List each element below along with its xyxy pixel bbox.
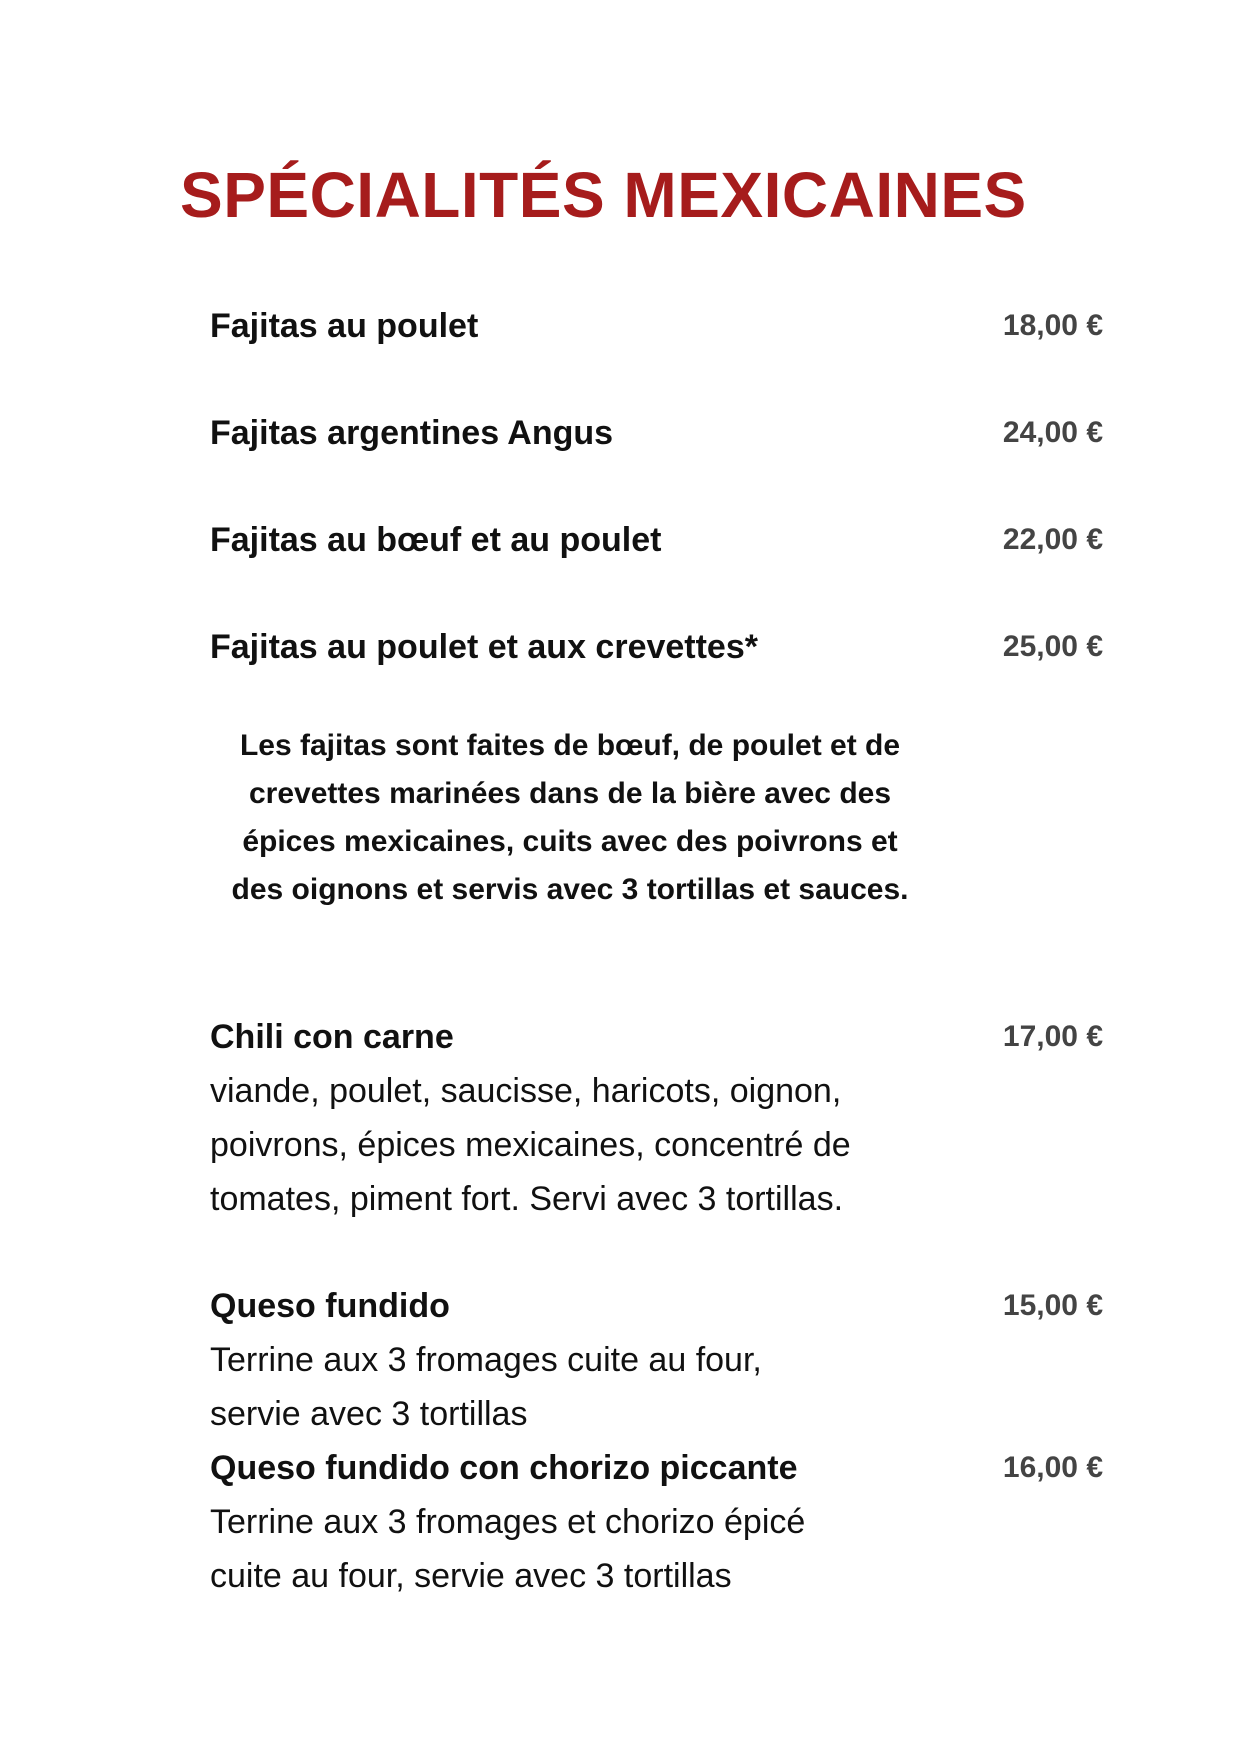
menu-item-name: Fajitas au poulet bbox=[210, 307, 479, 345]
description-line: tomates, piment fort. Servi avec 3 tortillas. bbox=[210, 1180, 844, 1218]
menu-item-price: 25,00 € bbox=[1002, 630, 1103, 663]
fajitas-note bbox=[200, 722, 940, 914]
description-line: Terrine aux 3 fromages et chorizo épicé bbox=[210, 1503, 806, 1541]
menu-item-name: Queso fundido con chorizo piccante bbox=[210, 1449, 798, 1487]
fajitas-note-line: crevettes marinées dans de la bière avec des bbox=[248, 777, 892, 810]
fajitas-note-line: épices mexicaines, cuits avec des poivrons et bbox=[242, 825, 898, 858]
menu-item-price: 24,00 € bbox=[1002, 416, 1103, 449]
menu-title: SPÉCIALITÉS MEXICAINES bbox=[180, 159, 1027, 231]
menu-item-name: Fajitas au poulet et aux crevettes* bbox=[210, 628, 758, 666]
menu-item-name: Fajitas au bœuf et au poulet bbox=[210, 521, 662, 559]
menu-item-name: Queso fundido bbox=[210, 1287, 450, 1325]
menu-item-name: Chili con carne bbox=[210, 1018, 454, 1056]
menu-item-price: 16,00 € bbox=[1002, 1451, 1103, 1484]
description-line: cuite au four, servie avec 3 tortillas bbox=[210, 1557, 732, 1595]
menu-item-price: 17,00 € bbox=[1002, 1020, 1103, 1053]
description-line: poivrons, épices mexicaines, concentré de bbox=[210, 1126, 851, 1164]
fajitas-note-line: des oignons et servis avec 3 tortillas et sauces. bbox=[231, 873, 909, 906]
description-line: Terrine aux 3 fromages cuite au four, bbox=[210, 1341, 762, 1379]
menu-item-price: 18,00 € bbox=[1002, 309, 1103, 342]
fajitas-note-line: Les fajitas sont faites de bœuf, de poulet et de bbox=[239, 729, 901, 762]
menu-item-price: 15,00 € bbox=[1002, 1289, 1103, 1322]
description-line: viande, poulet, saucisse, haricots, oignon, bbox=[210, 1072, 842, 1110]
menu-item-description bbox=[210, 1495, 805, 1603]
menu-item-price: 22,00 € bbox=[1002, 523, 1103, 556]
menu-item-description bbox=[210, 1333, 762, 1441]
menu-item-description bbox=[210, 1064, 851, 1226]
menu-item-name: Fajitas argentines Angus bbox=[210, 414, 614, 452]
description-line: servie avec 3 tortillas bbox=[210, 1395, 528, 1433]
